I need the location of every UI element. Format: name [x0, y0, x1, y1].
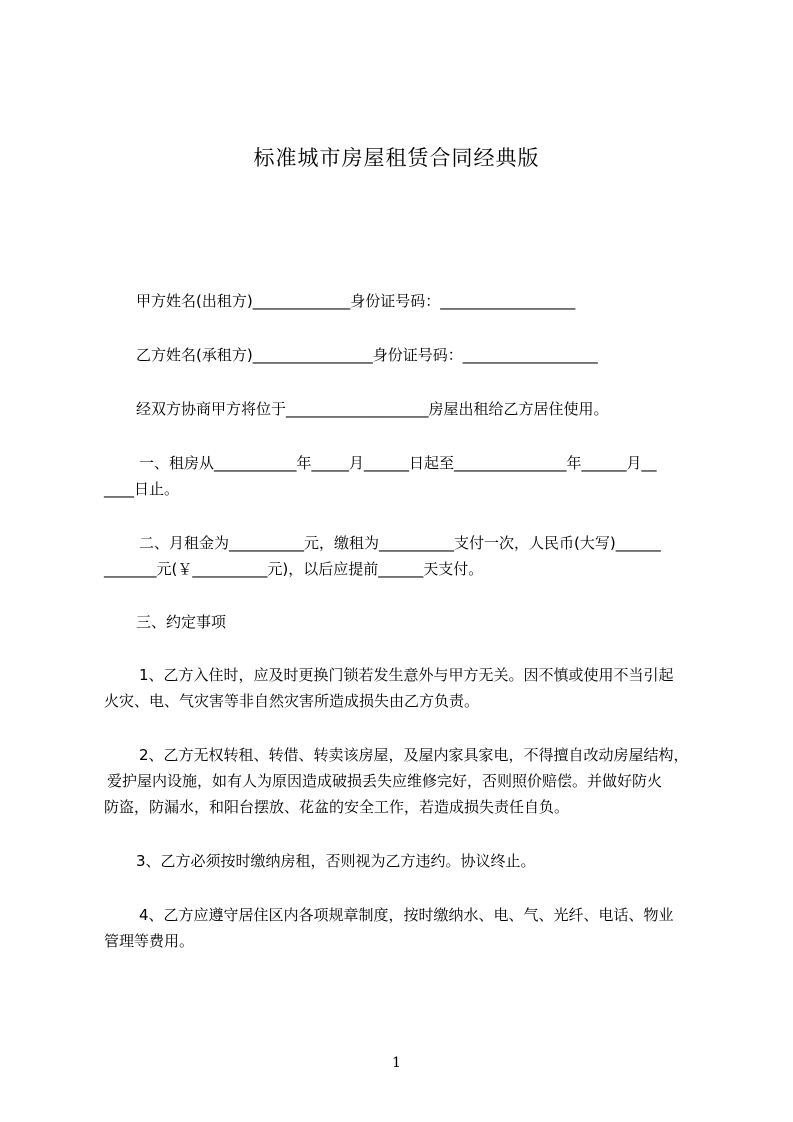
item-1-text-cont: 火灾、电、气灾害等非自然灾害所造成损失由乙方负责。 [104, 692, 480, 710]
item-2-text-cont-1: 爱护屋内设施，如有人为原因造成破损丢失应维修完好，否则照价赔偿。并做好防火 [107, 772, 663, 790]
landlord-name-line: 甲方姓名(出租方)_____________身份证号码：__________________ [136, 292, 576, 310]
clause-2-rent-amount-cont: _______元(￥__________元)，以后应提前______天支付。 [104, 560, 484, 578]
property-location-line: 经双方协商甲方将位于___________________房屋出租给乙方居住使用。 [136, 400, 609, 418]
clause-1-rental-period-cont: ____日止。 [104, 480, 180, 498]
item-2-text-cont-2: 防盗，防漏水，和阳台摆放、花盆的安全工作，若造成损失责任自负。 [104, 798, 570, 816]
item-3-text: 3、乙方必须按时缴纳房租，否则视为乙方违约。协议终止。 [136, 852, 536, 870]
clause-2-rent-amount: 二、月租金为__________元，缴租为__________支付一次，人民币(大写)______ [139, 534, 661, 552]
page-number: 1 [392, 1055, 401, 1071]
tenant-name-line: 乙方姓名(承租方)________________身份证号码：__________________ [136, 346, 598, 364]
item-1-text: 1、乙方入住时，应及时更换门锁若发生意外与甲方无关。因不慎或使用不当引起 [139, 666, 674, 684]
item-4-text: 4、乙方应遵守居住区内各项规章制度，按时缴纳水、电、气、光纤、电话、物业 [139, 906, 674, 924]
clause-3-heading: 三、约定事项 [136, 613, 227, 631]
item-2-text: 2、乙方无权转租、转借、转卖该房屋，及屋内家具家电，不得擅自改动房屋结构， [139, 746, 689, 764]
clause-1-rental-period: 一、租房从___________年_____月______日起至_______________年______月__ [139, 454, 657, 472]
document-title: 标准城市房屋租赁合同经典版 [253, 146, 540, 170]
item-4-text-cont: 管理等费用。 [104, 932, 195, 950]
